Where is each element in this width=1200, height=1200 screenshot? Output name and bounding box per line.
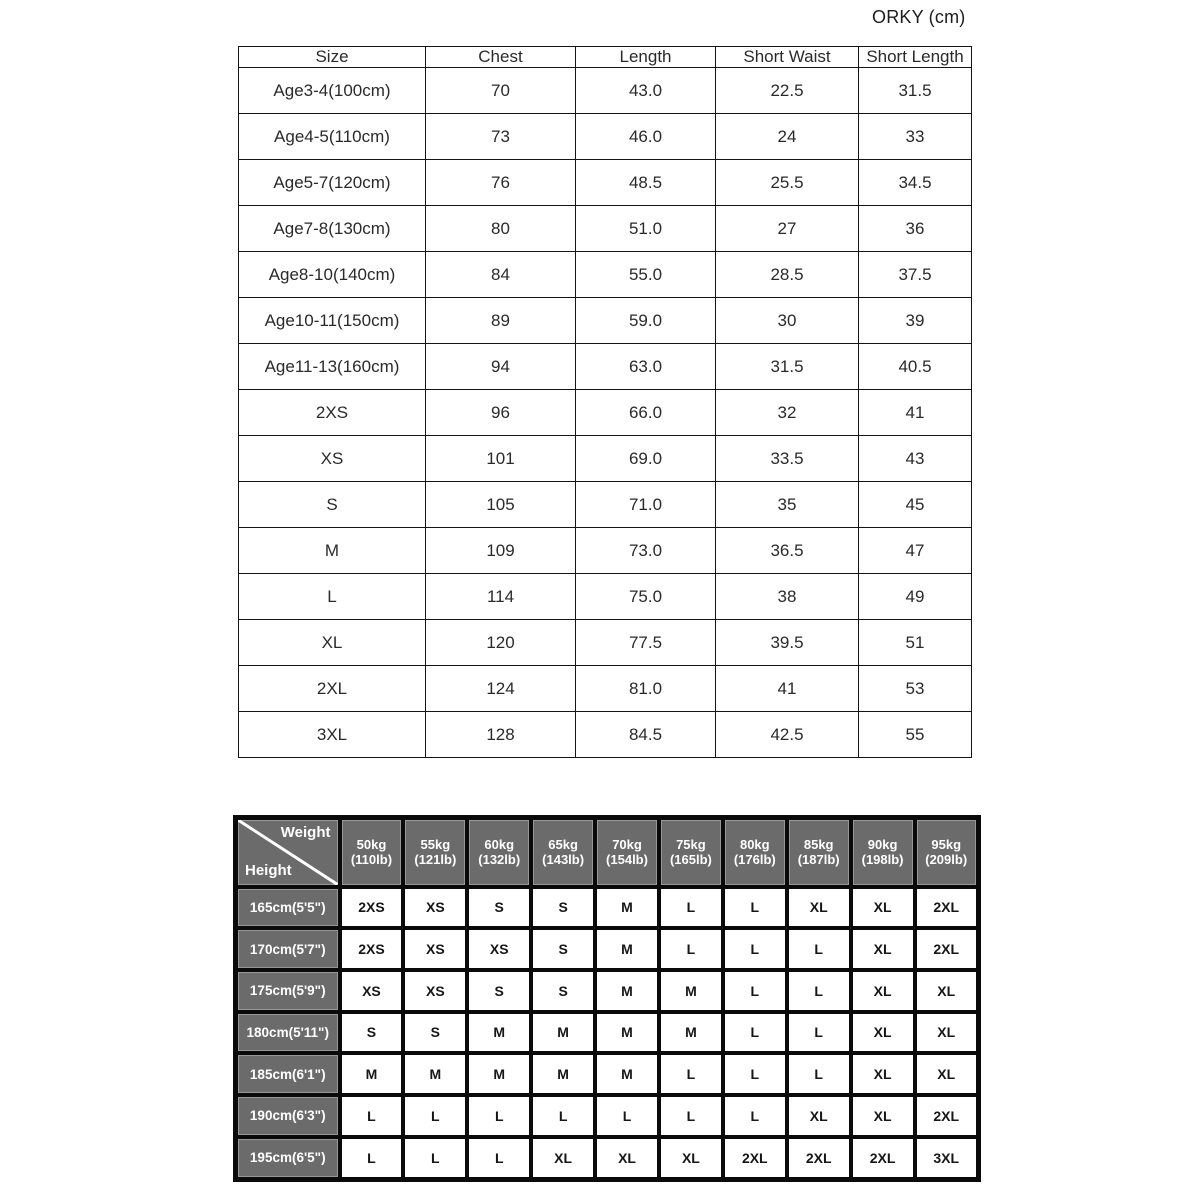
height-row-header: 190cm(6'3") bbox=[236, 1095, 340, 1137]
height-row-header: 170cm(5'7") bbox=[236, 928, 340, 970]
measurement-cell: 30 bbox=[716, 298, 859, 344]
weight-column-header bbox=[915, 818, 979, 887]
measurement-cell: 31.5 bbox=[859, 68, 972, 114]
size-table-row bbox=[239, 344, 972, 390]
recommended-size-cell: 2XS bbox=[340, 928, 404, 970]
recommended-size-cell: M bbox=[659, 1012, 723, 1054]
recommended-size-cell: L bbox=[723, 1095, 787, 1137]
weight-column-header bbox=[851, 818, 915, 887]
weight-lb-label: (143lb) bbox=[542, 852, 585, 868]
measurement-cell: 41 bbox=[859, 390, 972, 436]
measurement-cell: 45 bbox=[859, 482, 972, 528]
measurement-cell: 109 bbox=[426, 528, 576, 574]
measurement-cell: 124 bbox=[426, 666, 576, 712]
measurement-cell: 81.0 bbox=[576, 666, 716, 712]
recommended-size-cell: L bbox=[723, 970, 787, 1012]
recommended-size-cell: 2XL bbox=[915, 928, 979, 970]
recommended-size-cell: L bbox=[403, 1137, 467, 1180]
measurement-cell: 53 bbox=[859, 666, 972, 712]
weight-kg-label: 60kg bbox=[484, 837, 515, 853]
recommended-size-cell: XS bbox=[467, 928, 531, 970]
measurement-cell: 120 bbox=[426, 620, 576, 666]
weight-kg-label: 95kg bbox=[931, 837, 962, 853]
measurement-cell: 114 bbox=[426, 574, 576, 620]
recommended-size-cell: XL bbox=[851, 887, 915, 929]
measurement-cell: 70 bbox=[426, 68, 576, 114]
height-row-header: 165cm(5'5") bbox=[236, 887, 340, 929]
height-row-header: 180cm(5'11") bbox=[236, 1012, 340, 1054]
measurement-cell: 89 bbox=[426, 298, 576, 344]
weight-lb-label: (154lb) bbox=[606, 852, 648, 868]
fit-table-row bbox=[236, 1053, 979, 1095]
recommended-size-cell: S bbox=[531, 928, 595, 970]
recommended-size-cell: XS bbox=[340, 970, 404, 1012]
size-label-cell: Age5-7(120cm) bbox=[239, 160, 426, 206]
fit-table-row bbox=[236, 928, 979, 970]
weight-lb-label: (176lb) bbox=[733, 852, 776, 868]
weight-column-header bbox=[531, 818, 595, 887]
measurement-cell: 84 bbox=[426, 252, 576, 298]
size-table-row bbox=[239, 528, 972, 574]
recommended-size-cell: L bbox=[659, 1053, 723, 1095]
measurement-cell: 24 bbox=[716, 114, 859, 160]
measurement-cell: 25.5 bbox=[716, 160, 859, 206]
weight-column-header bbox=[723, 818, 787, 887]
size-table-row bbox=[239, 390, 972, 436]
size-label-cell: Age8-10(140cm) bbox=[239, 252, 426, 298]
measurement-cell: 36.5 bbox=[716, 528, 859, 574]
fit-table-row bbox=[236, 970, 979, 1012]
measurement-cell: 51 bbox=[859, 620, 972, 666]
measurement-cell: 48.5 bbox=[576, 160, 716, 206]
recommended-size-cell: L bbox=[659, 887, 723, 929]
recommended-size-cell: 2XL bbox=[851, 1137, 915, 1180]
recommended-size-cell: S bbox=[340, 1012, 404, 1054]
size-table-row bbox=[239, 206, 972, 252]
recommended-size-cell: S bbox=[531, 970, 595, 1012]
measurement-cell: 77.5 bbox=[576, 620, 716, 666]
size-measurements-table bbox=[238, 46, 972, 758]
size-label-cell: 3XL bbox=[239, 712, 426, 758]
recommended-size-cell: L bbox=[723, 928, 787, 970]
weight-kg-label: 70kg bbox=[612, 837, 642, 853]
recommended-size-cell: XL bbox=[787, 1095, 851, 1137]
recommended-size-cell: M bbox=[403, 1053, 467, 1095]
recommended-size-cell: M bbox=[595, 1053, 659, 1095]
recommended-size-cell: L bbox=[340, 1137, 404, 1180]
measurement-cell: 40.5 bbox=[859, 344, 972, 390]
size-table-row bbox=[239, 482, 972, 528]
weight-column-header bbox=[467, 818, 531, 887]
recommended-size-cell: S bbox=[467, 887, 531, 929]
unit-label: ORKY (cm) bbox=[872, 7, 966, 27]
recommended-size-cell: XL bbox=[851, 1053, 915, 1095]
size-column-header: Chest bbox=[426, 47, 576, 68]
recommended-size-cell: XL bbox=[659, 1137, 723, 1180]
measurement-cell: 49 bbox=[859, 574, 972, 620]
measurement-cell: 38 bbox=[716, 574, 859, 620]
recommended-size-cell: M bbox=[531, 1053, 595, 1095]
recommended-size-cell: XL bbox=[915, 1053, 979, 1095]
measurement-cell: 28.5 bbox=[716, 252, 859, 298]
recommended-size-cell: L bbox=[723, 1012, 787, 1054]
recommended-size-cell: L bbox=[787, 1012, 851, 1054]
weight-lb-label: (209lb) bbox=[925, 852, 968, 868]
fit-table-row bbox=[236, 887, 979, 929]
recommended-size-cell: XL bbox=[595, 1137, 659, 1180]
size-label-cell: Age4-5(110cm) bbox=[239, 114, 426, 160]
recommended-size-cell: XL bbox=[915, 970, 979, 1012]
size-label-cell: M bbox=[239, 528, 426, 574]
fit-table-row bbox=[236, 1012, 979, 1054]
measurement-cell: 39.5 bbox=[716, 620, 859, 666]
size-table-row bbox=[239, 252, 972, 298]
recommended-size-cell: M bbox=[531, 1012, 595, 1054]
size-label-cell: Age11-13(160cm) bbox=[239, 344, 426, 390]
recommended-size-cell: XL bbox=[851, 928, 915, 970]
measurement-cell: 33.5 bbox=[716, 436, 859, 482]
recommended-size-cell: M bbox=[467, 1012, 531, 1054]
recommended-size-cell: L bbox=[787, 1053, 851, 1095]
recommended-size-cell: 3XL bbox=[915, 1137, 979, 1180]
corner-height-label: Height bbox=[245, 861, 292, 879]
recommended-size-cell: L bbox=[403, 1095, 467, 1137]
recommended-size-cell: L bbox=[467, 1095, 531, 1137]
recommended-size-cell: XL bbox=[915, 1012, 979, 1054]
measurement-cell: 34.5 bbox=[859, 160, 972, 206]
weight-kg-label: 65kg bbox=[548, 837, 578, 853]
size-table-row bbox=[239, 114, 972, 160]
weight-column-header bbox=[787, 818, 851, 887]
recommended-size-cell: L bbox=[787, 928, 851, 970]
weight-column-header bbox=[595, 818, 659, 887]
measurement-cell: 128 bbox=[426, 712, 576, 758]
weight-lb-label: (198lb) bbox=[861, 852, 904, 868]
measurement-cell: 73.0 bbox=[576, 528, 716, 574]
weight-kg-label: 90kg bbox=[867, 837, 898, 853]
recommended-size-cell: L bbox=[659, 1095, 723, 1137]
weight-lb-label: (121lb) bbox=[414, 852, 457, 868]
size-table-row bbox=[239, 620, 972, 666]
recommended-size-cell: L bbox=[723, 887, 787, 929]
measurement-cell: 22.5 bbox=[716, 68, 859, 114]
weight-lb-label: (132lb) bbox=[478, 852, 521, 868]
size-table-row bbox=[239, 712, 972, 758]
measurement-cell: 39 bbox=[859, 298, 972, 344]
measurement-cell: 33 bbox=[859, 114, 972, 160]
recommended-size-cell: L bbox=[595, 1095, 659, 1137]
measurement-cell: 66.0 bbox=[576, 390, 716, 436]
measurement-cell: 69.0 bbox=[576, 436, 716, 482]
size-table-row bbox=[239, 436, 972, 482]
measurement-cell: 31.5 bbox=[716, 344, 859, 390]
recommended-size-cell: M bbox=[595, 1012, 659, 1054]
recommended-size-cell: M bbox=[467, 1053, 531, 1095]
measurement-cell: 43.0 bbox=[576, 68, 716, 114]
size-table-row bbox=[239, 68, 972, 114]
weight-kg-label: 55kg bbox=[420, 837, 451, 853]
height-row-header: 175cm(5'9") bbox=[236, 970, 340, 1012]
size-label-cell: Age10-11(150cm) bbox=[239, 298, 426, 344]
size-column-header: Short Length bbox=[859, 47, 972, 68]
measurement-cell: 105 bbox=[426, 482, 576, 528]
weight-kg-label: 80kg bbox=[739, 837, 770, 853]
size-table-header-row bbox=[239, 47, 972, 68]
size-label-cell: Age3-4(100cm) bbox=[239, 68, 426, 114]
measurement-cell: 63.0 bbox=[576, 344, 716, 390]
measurement-cell: 51.0 bbox=[576, 206, 716, 252]
height-row-header: 195cm(6'5") bbox=[236, 1137, 340, 1180]
measurement-cell: 80 bbox=[426, 206, 576, 252]
corner-weight-label: Weight bbox=[280, 824, 331, 841]
recommended-size-cell: 2XL bbox=[915, 887, 979, 929]
weight-lb-label: (165lb) bbox=[669, 852, 712, 868]
recommended-size-cell: XL bbox=[851, 970, 915, 1012]
recommended-size-cell: M bbox=[595, 928, 659, 970]
measurement-cell: 55.0 bbox=[576, 252, 716, 298]
measurement-cell: 47 bbox=[859, 528, 972, 574]
size-label-cell: Age7-8(130cm) bbox=[239, 206, 426, 252]
recommended-size-cell: XL bbox=[851, 1012, 915, 1054]
measurement-cell: 75.0 bbox=[576, 574, 716, 620]
measurement-cell: 32 bbox=[716, 390, 859, 436]
measurement-cell: 27 bbox=[716, 206, 859, 252]
measurement-cell: 73 bbox=[426, 114, 576, 160]
measurement-cell: 76 bbox=[426, 160, 576, 206]
size-label-cell: 2XS bbox=[239, 390, 426, 436]
recommended-size-cell: XS bbox=[403, 970, 467, 1012]
measurement-cell: 37.5 bbox=[859, 252, 972, 298]
recommended-size-cell: 2XL bbox=[787, 1137, 851, 1180]
recommended-size-cell: 2XS bbox=[340, 887, 404, 929]
recommended-size-cell: L bbox=[340, 1095, 404, 1137]
recommended-size-cell: 2XL bbox=[723, 1137, 787, 1180]
recommended-size-cell: M bbox=[340, 1053, 404, 1095]
measurement-cell: 46.0 bbox=[576, 114, 716, 160]
size-label-cell: XL bbox=[239, 620, 426, 666]
measurement-cell: 36 bbox=[859, 206, 972, 252]
size-table-row bbox=[239, 574, 972, 620]
weight-kg-label: 85kg bbox=[803, 837, 834, 853]
recommended-size-cell: M bbox=[595, 970, 659, 1012]
measurement-cell: 43 bbox=[859, 436, 972, 482]
recommended-size-cell: S bbox=[403, 1012, 467, 1054]
measurement-cell: 84.5 bbox=[576, 712, 716, 758]
size-column-header: Short Waist bbox=[716, 47, 859, 68]
fit-table-row bbox=[236, 1095, 979, 1137]
measurement-cell: 101 bbox=[426, 436, 576, 482]
recommended-size-cell: XL bbox=[851, 1095, 915, 1137]
recommended-size-cell: L bbox=[467, 1137, 531, 1180]
measurement-cell: 35 bbox=[716, 482, 859, 528]
weight-column-header bbox=[659, 818, 723, 887]
size-label-cell: XS bbox=[239, 436, 426, 482]
size-label-cell: L bbox=[239, 574, 426, 620]
recommended-size-cell: L bbox=[787, 970, 851, 1012]
corner-cell bbox=[236, 818, 340, 887]
weight-kg-label: 50kg bbox=[356, 837, 387, 853]
weight-column-header bbox=[340, 818, 404, 887]
measurement-cell: 71.0 bbox=[576, 482, 716, 528]
weight-kg-label: 75kg bbox=[676, 837, 706, 853]
weight-lb-label: (187lb) bbox=[797, 852, 840, 868]
weight-lb-label: (110lb) bbox=[350, 852, 393, 868]
recommended-size-cell: M bbox=[659, 970, 723, 1012]
height-weight-fit-table bbox=[233, 815, 981, 1182]
measurement-cell: 55 bbox=[859, 712, 972, 758]
size-label-cell: S bbox=[239, 482, 426, 528]
height-row-header: 185cm(6'1") bbox=[236, 1053, 340, 1095]
size-table-row bbox=[239, 298, 972, 344]
recommended-size-cell: S bbox=[467, 970, 531, 1012]
size-column-header: Length bbox=[576, 47, 716, 68]
fit-table-header-row bbox=[236, 818, 979, 887]
measurement-cell: 41 bbox=[716, 666, 859, 712]
measurement-cell: 42.5 bbox=[716, 712, 859, 758]
fit-table-row bbox=[236, 1137, 979, 1180]
recommended-size-cell: L bbox=[659, 928, 723, 970]
weight-column-header bbox=[403, 818, 467, 887]
recommended-size-cell: S bbox=[531, 887, 595, 929]
size-table-row bbox=[239, 160, 972, 206]
size-column-header: Size bbox=[239, 47, 426, 68]
size-table-row bbox=[239, 666, 972, 712]
recommended-size-cell: XS bbox=[403, 887, 467, 929]
recommended-size-cell: XL bbox=[787, 887, 851, 929]
measurement-cell: 94 bbox=[426, 344, 576, 390]
recommended-size-cell: L bbox=[723, 1053, 787, 1095]
recommended-size-cell: XS bbox=[403, 928, 467, 970]
measurement-cell: 59.0 bbox=[576, 298, 716, 344]
measurement-cell: 96 bbox=[426, 390, 576, 436]
recommended-size-cell: 2XL bbox=[915, 1095, 979, 1137]
recommended-size-cell: L bbox=[531, 1095, 595, 1137]
recommended-size-cell: M bbox=[595, 887, 659, 929]
recommended-size-cell: XL bbox=[531, 1137, 595, 1180]
size-label-cell: 2XL bbox=[239, 666, 426, 712]
